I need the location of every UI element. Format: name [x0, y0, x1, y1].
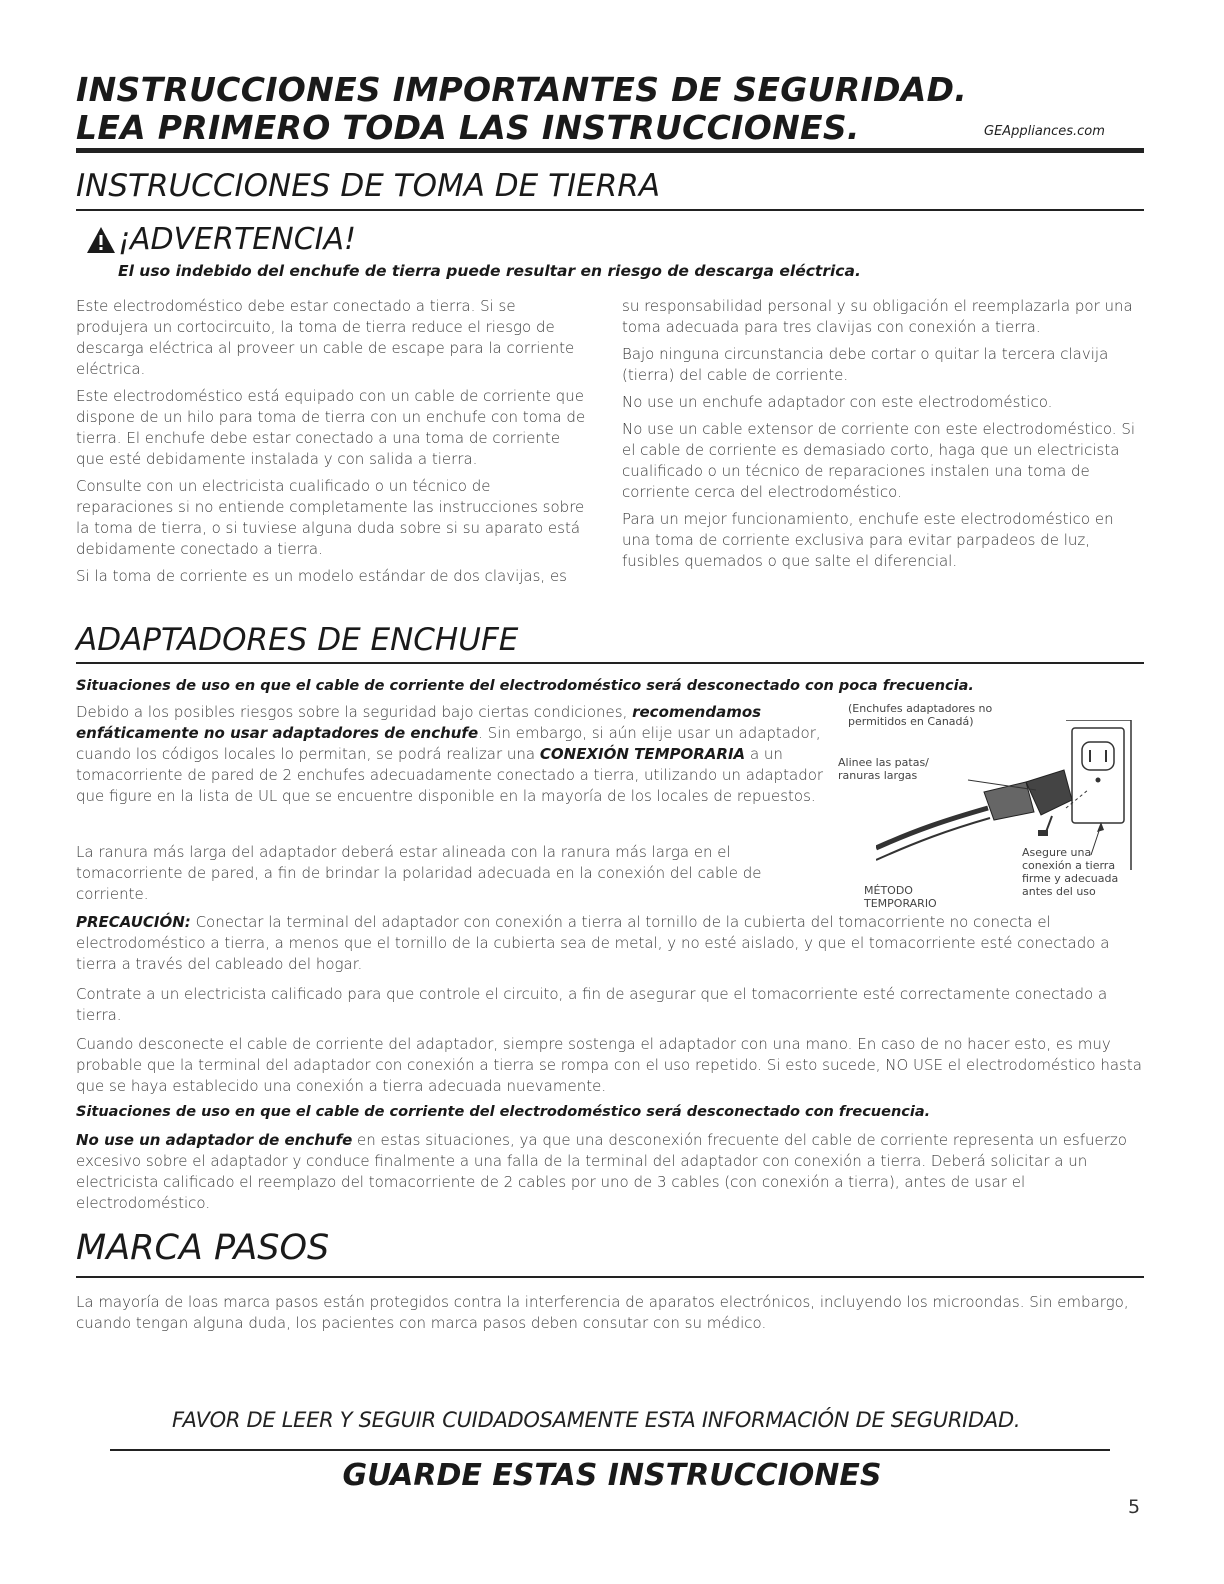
- adapters-p6: [76, 1130, 1144, 1214]
- grounding-left-p2: Este electrodoméstico está equipado con un cable de corriente que dispone de un hilo para toma de tierra con un enchufe con toma de tierra. El enchufe debe estar conectado a una toma de corriente que esté debidamente instalada y con salida a tierra.: [76, 387, 586, 468]
- p6-label: No use un adaptador de enchufe: [76, 1131, 353, 1149]
- pacemaker-heading: MARCA PASOS: [76, 1228, 330, 1268]
- warning-title: ¡ADVERTENCIA!: [118, 222, 357, 257]
- adapters-subheading-1: Situaciones de uso en que el cable de corriente del electrodoméstico será desconectado con poca frecuencia.: [76, 678, 974, 694]
- header-rule: [76, 148, 1144, 153]
- grounding-right-p2: Bajo ninguna circunstancia debe cortar o quitar la tercera clavija (tierra) del cable de corriente.: [622, 345, 1109, 384]
- page-number: 5: [1128, 1496, 1141, 1518]
- adapters-p1-b: recomendamos enfáticamente no usar adaptadores de enchufe: [76, 703, 762, 742]
- precaution-label: PRECAUCIÓN:: [76, 913, 191, 931]
- grounding-rule: [76, 209, 1144, 211]
- footer-rule: [110, 1449, 1110, 1451]
- adapters-p2: La ranura más larga del adaptador deberá estar alineada con la ranura más larga en el tomacorriente de pared, a fin de brindar la polaridad adecuada en la conexión del cable de corriente.: [76, 843, 762, 903]
- adapters-p5: Cuando desconecte el cable de corriente del adaptador, siempre sostenga el adaptador con una mano. En caso de no hacer esto, es muy probable que la terminal del adaptador con conexión a tierra se rompa con el uso repetido. Si esto sucede, NO USE el electrodoméstico hasta que se haya establecido una conexión a tierra adecuada nuevamente.: [76, 1035, 1142, 1095]
- warning-heading: [86, 222, 356, 257]
- grounding-right-column: [622, 296, 1144, 578]
- grounding-heading: INSTRUCCIONES DE TOMA DE TIERRA: [76, 168, 661, 204]
- grounding-right-p5: Para un mejor funcionamiento, enchufe este electrodoméstico en una toma de corriente exclusiva para evitar parpadeos de luz, fusibles quemados o que salte el diferencial.: [622, 510, 1114, 570]
- warning-subtitle: El uso indebido del enchufe de tierra puede resultar en riesgo de descarga eléctrica.: [118, 262, 861, 280]
- grounding-right-p4: No use un cable extensor de corriente con este electrodoméstico. Si el cable de corriente es demasiado corto, haga que un electricista cualificado o un técnico de reparaciones instalen una toma de corriente cerca del electrodoméstico.: [622, 420, 1136, 501]
- adapters-rule: [76, 662, 1144, 664]
- grounding-left-p4: Si la toma de corriente es un modelo estándar de dos clavijas, es: [76, 567, 567, 585]
- plug-adapter-illustration: [876, 720, 1136, 870]
- precaution-text: Conectar la terminal del adaptador con conexión a tierra al tornillo de la cubierta del tomacorriente no conecta el electrodoméstico a tierra, a menos que el tornillo de la cubierta sea de metal, y no esté aislado, y que el tomacorriente esté conectado a tierra a través del cableado del hogar.: [76, 913, 1110, 973]
- footer-save-instructions: GUARDE ESTAS INSTRUCCIONES: [342, 1458, 882, 1493]
- pacemaker-text: La mayoría de loas marca pasos están protegidos contra la interferencia de aparatos electrónicos, incluyendo los microondas. Sin embargo, cuando tengan alguna duda, los pacientes con marca pasos deben consutar con su médico.: [76, 1293, 1129, 1332]
- adapters-p1-e: a un tomacorriente de pared de 2 enchufes adecuadamente conectado a tierra, utilizando un adaptador que figure en la lista de UL que se encuentre disponible en la mayoría de los locales de repuestos.: [76, 745, 824, 805]
- adapters-p1-d: CONEXIÓN TEMPORARIA: [539, 745, 746, 763]
- p6-text: en estas situaciones, ya que una desconexión frecuente del cable de corriente representa un esfuerzo excesivo sobre el adaptador y conduce finalmente a una falla de la terminal del adaptador con conexión a tierra. Deberá solicitar a un electricista calificado el reemplazo del tomacorriente de 2 cables por uno de 3 cables (con conexión a tierra), antes de usar el electrodoméstico.: [76, 1131, 1127, 1212]
- adapters-p1-a: Debido a los posibles riesgos sobre la seguridad bajo ciertas condiciones,: [76, 703, 633, 721]
- grounding-right-p3: No use un enchufe adaptador con este electrodoméstico.: [622, 393, 1053, 411]
- figure-label-ensure: Asegure una conexión a tierra firme y adecuada antes del uso: [1022, 846, 1119, 898]
- pacemaker-rule: [76, 1276, 1144, 1278]
- adapter-figure: [836, 700, 1136, 910]
- figure-label-method: MÉTODO TEMPORARIO: [864, 884, 937, 910]
- grounding-left-column: [76, 296, 588, 593]
- adapters-subheading-2: Situaciones de uso en que el cable de corriente del electrodoméstico será desconectado con frecuencia.: [76, 1104, 931, 1120]
- website-link[interactable]: GEAppliances.com: [984, 124, 1105, 139]
- figure-label-align: Alinee las patas/ ranuras largas: [838, 756, 929, 782]
- header-title-line2: LEA PRIMERO TODA LAS INSTRUCCIONES.: [76, 108, 860, 147]
- figure-note-canada: (Enchufes adaptadores no permitidos en Canadá): [848, 702, 993, 728]
- adapters-heading: ADAPTADORES DE ENCHUFE: [76, 622, 519, 658]
- header-title-line1: INSTRUCCIONES IMPORTANTES DE SEGURIDAD.: [76, 70, 968, 109]
- adapters-precaution: [76, 912, 1144, 975]
- grounding-left-p3: Consulte con un electricista cualificado o un técnico de reparaciones si no entiende completamente las instrucciones sobre la toma de tierra, o si tuviese alguna duda sobre si su aparato está debidamente conectado a tierra.: [76, 477, 585, 558]
- grounding-left-p1: Este electrodoméstico debe estar conectado a tierra. Si se produjera un cortocircuito, la toma de tierra reduce el riesgo de descarga eléctrica al proveer un cable de escape para la corriente eléctrica.: [76, 297, 575, 378]
- adapters-p1: [76, 702, 852, 807]
- grounding-right-p1: su responsabilidad personal y su obligación el reemplazarla por una toma adecuada para tres clavijas con conexión a tierra.: [622, 297, 1133, 336]
- adapters-p1-c: . Sin embargo, si aún elije usar un adaptador, cuando los códigos locales lo permitan, se podrá realizar una: [76, 724, 821, 763]
- adapters-p4: Contrate a un electricista calificado para que controle el circuito, a fin de asegurar que el tomacorriente esté correctamente conectado a tierra.: [76, 985, 1108, 1024]
- warning-triangle-icon: [86, 226, 116, 254]
- footer-read-follow: FAVOR DE LEER Y SEGUIR CUIDADOSAMENTE ESTA INFORMACIÓN DE SEGURIDAD.: [172, 1408, 1021, 1432]
